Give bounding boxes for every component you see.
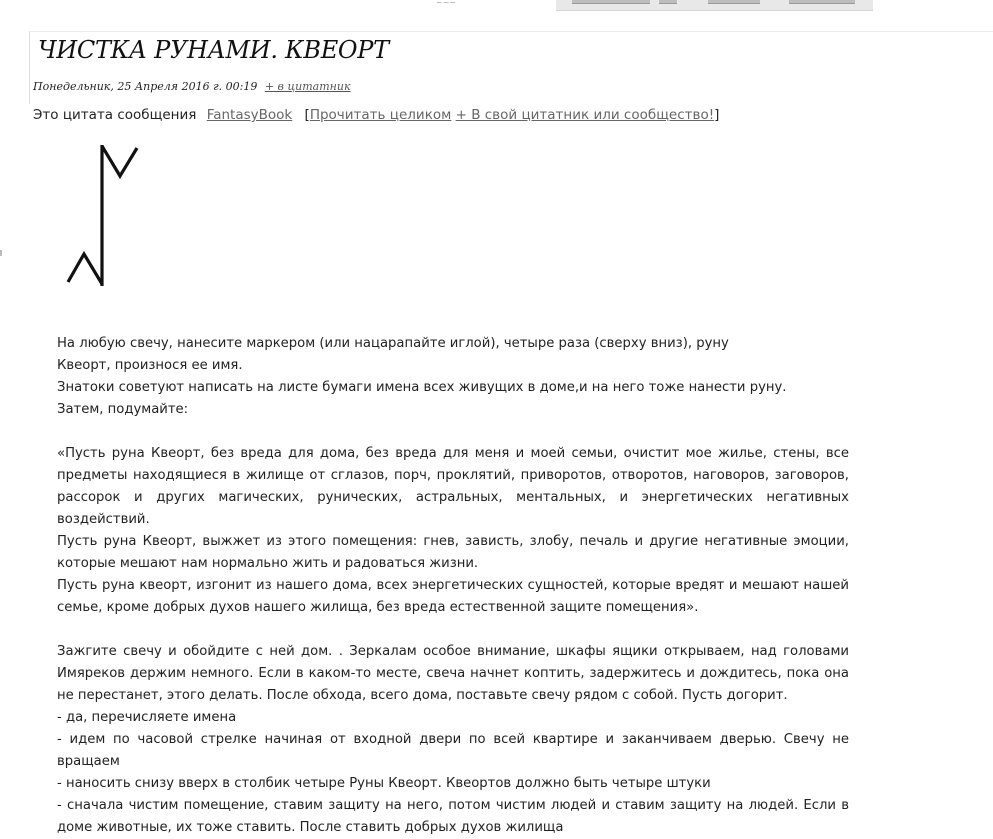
top-navigation-bar [556,0,873,11]
paragraph-gap [57,619,849,641]
post-meta [33,80,351,93]
incantation-paragraph: «Пусть руна Квеорт, без вреда для дома, без вреда для меня и моей семьи, очистит мое жилье, стены, все предметы находящиеся в жилище от сглазов, порч, проклятий, приворотов, отворотов, наговоров, заговоров, рассорок и других магических, рунических, астральных, ментальных, и энергетических негативных воздействий. [57,446,849,527]
body-line: Затем, подумайте: [57,402,189,417]
quote-author-link[interactable]: FantasyBook [206,107,293,123]
post-title: ЧИСТКА РУНАМИ. КВЕОРТ [38,36,389,64]
nav-button-2[interactable] [659,0,677,4]
instruction-item: - идем по часовой стрелке начиная от входной двери по всей квартире и заканчиваем дверью. Свечу не вращаем [57,732,849,769]
quote-prefix: Это цитата сообщения [33,107,197,123]
instruction-item: - да, перечисляете имена [57,710,237,725]
add-to-community-link[interactable]: + В свой цитатник или сообщество! [455,107,715,123]
nav-button-1[interactable] [572,0,650,4]
page-edge-marker [0,250,2,256]
quote-source-bar [33,107,719,123]
paragraph-gap [57,421,849,443]
nav-button-3[interactable] [708,0,760,4]
kweorth-rune-icon [64,142,144,292]
instruction-item: - сначала чистим помещение, ставим защиту на него, потом чистим людей и ставим защиту на людей. Если в доме животные, их тоже ставить. После ставить добрых духов жилища [57,798,849,835]
open-bracket: [ [304,107,310,123]
instruction-item: - наносить снизу вверх в столбик четыре Руны Квеорт. Квеортов должно быть четыре штуки [57,776,711,791]
incantation-paragraph: Пусть руна Квеорт, выжжет из этого помещения: гнев, зависть, злобу, печаль и другие негативные эмоции, которые мешают нам нормально жить и радоваться жизни. [57,534,849,571]
nav-button-4[interactable] [789,0,855,4]
close-bracket: ] [714,107,720,123]
post-body [57,333,849,839]
incantation-paragraph: Пусть руна квеорт, изгонит из нашего дома, всех энергетических сущностей, которые вредят и мешают нашей семье, кроме добрых духов нашего жилища, без вреда естественной защите помещения». [57,578,849,615]
body-line: Квеорт, произнося ее имя. [57,358,243,373]
add-to-quotebook-link[interactable]: + в цитатник [264,80,351,93]
instruction-paragraph: Зажгите свечу и обойдите с ней дом. . Зеркалам особое внимание, шкафы ящики открываем, над головами Имяреков держим немного. Если в каком-то месте, свеча начнет коптить, задержитесь и дождитесь, пока она не перестанет, этого делать. После обхода, всего дома, поставьте свечу рядом с собой. Пусть догорит. [57,644,849,703]
post-date: Понедельник, 25 Апреля 2016 г. 00:19 [33,80,258,93]
read-full-link[interactable]: Прочитать целиком [309,107,452,123]
header-decoration: ~~~ [436,0,457,5]
body-line: На любую свечу, нанесите маркером (или нацарапайте иглой), четыре раза (сверху вниз), руну [57,336,729,351]
body-line: Знатоки советуют написать на листе бумаги имена всех живущих в доме,и на него тоже нанести руну. [57,380,787,395]
